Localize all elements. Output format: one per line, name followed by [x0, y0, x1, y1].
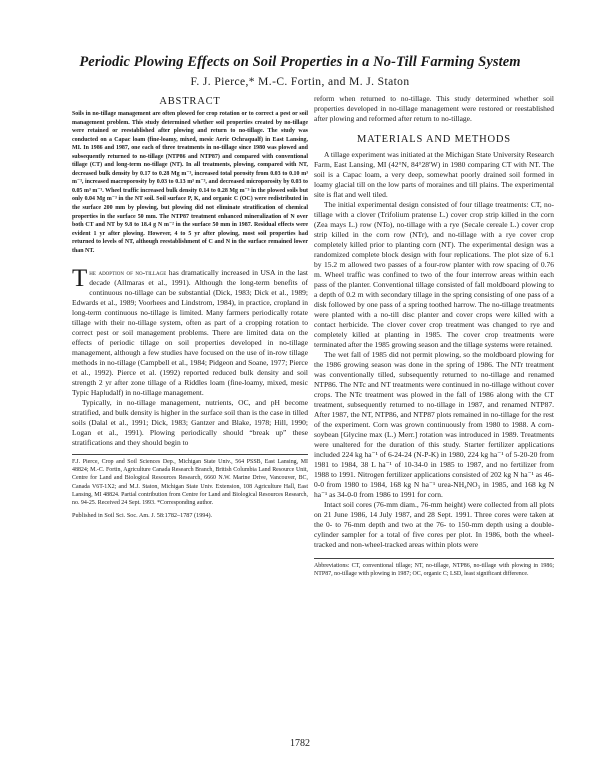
- abbreviations-note: Abbreviations: CT, conventional tillage; NT, no-tillage, NTP86, no-tillage with plowing in 1986; NTP87, no-tillage with plowing in 1987; OC, organic C; LSD, least significant difference.: [314, 563, 554, 578]
- author-line: F. J. Pierce,* M.-C. Fortin, and M. J. Staton: [190, 76, 410, 88]
- intro-p1-text: has dramatically increased in USA in the last decade (Allmaras et al., 1991). Although the long-term benefits of continuous no-tillage can be substantial (Dick, 1983; Dick et al., 1989; Edwards et al., 1989; Voorhees and Lindstrom, 1984), in practice, cropland in long-term continuous no-tillage is limited. Many farmers periodically rotate tillage with their no-tillage system, often as part of a cropping rotation to correct pest or soil management problems. There are limited data on the effects of periodic tillage on soil properties developed in no-tillage management, although a few studies have focused on the use of in-row tillage methods in no-tillage (Campbell et al., 1984; Pidgeon and Soane, 1977; Pierce et al., 1992). Pierce et al. (1992) reported reduced bulk density and soil strength 2 yr after zone tillage of a Riddles loam (fine-loamy, mixed, mesic Typic Hapludalf) in no-tillage management.: [72, 268, 308, 398]
- abstract-text: Soils in no-tillage management are often plowed for crop rotation or to correct a pest or soil management problem. This study determined whether soil properties created by no-tillage were retained or reestablished after plowing and return to no-tillage. The study was conducted on a Capac loam (fine-loamy, mixed, mesic Aeric Ochraqualf) in East Lansing, MI. In 1986 and 1987, one each of three treatments in no-tillage since 1980 was plowed and subsequently returned to no-tillage (NTP86 and NTP87) and compared with conventional tillage (CT) and long-term no-tillage (NT). In all treatments, plowing, compared with NT, decreased bulk density by 0.17 to 0.28 Mg m⁻³, increased total porosity from 0.03 to 0.10 m³ m⁻³, increased macroporosity by 0.03 to 0.13 m³ m⁻³, and decreased microporosity by 0.03 to 0.05 m³ m⁻³. Wheel traffic increased bulk density 0.14 to 0.28 Mg m⁻³ in the plowed soils but only 0.04 Mg m⁻³ in the NT soil. Soil surface P, K, and organic C (OC) were redistributed in the surface 200 mm by plowing, but plowing did not eliminate stratification of chemical properties in the surface 50 mm. The NTP87 treatment enhanced mineralization of N over both CT and NT by 9.8 to 18.4 g N m⁻² in the surface 50 mm in 1987. Residual effects were evident 1 yr after plowing. However, 4 to 5 yr after plowing, most soil properties had returned to levels of NT, although reestablishment of C and N in the surface remained lower than NT.: [72, 111, 308, 254]
- publication-note: Published in Soil Sci. Soc. Am. J. 58:1782–1787 (1994).: [72, 511, 213, 519]
- intro-lead: he adoption of no-tillage: [89, 268, 167, 278]
- methods-heading: MATERIALS AND METHODS: [357, 134, 511, 145]
- methods-paragraph-3: The wet fall of 1985 did not permit plowing, so the moldboard plowing for the 1986 growing season was done in the spring of 1986. The NTr treatment was conventionally tilled, subsequently returned to no-tillage and renamed NTP86. The NTc and NT treatments were continued in no-tillage without cover crops. The NTc treatment was plowed in the fall of 1986 along with the CT treatment, subsequently returned to no-tillage in 1987, and renamed NTP87. After 1987, the NT, NTP86, and NTP87 plots remained in no-tillage for the rest of the experiment. Corn was grown continuously from 1980 to 1988. A corn-soybean [Glycine max (L.) Merr.] rotation was introduced in 1989. Treatments were unaltered for the duration of this study. Starter fertilizer applications included 224 kg ha⁻¹ of 6-24-24 (N-P-K) in 1980, 224 kg ha⁻¹ of 5-20-20 from 1981 to 1984, 38 L ha⁻¹ of 10-34-0 in 1985 to 1987, and no fertilizer from 1988 to 1991. Nitrogen fertilizer applications consisted of 202 kg N ha⁻¹ as 46-0-0 from 1980 to 1984, 168 kg N ha⁻¹ urea-NH₄NO₃ in 1985, and 168 kg N ha⁻¹ as 34-0-0 from 1986 to 1991 for corn.: [314, 350, 554, 499]
- page-number: 1782: [290, 738, 310, 749]
- methods-paragraph-2: The initial experimental design consisted of four tillage treatments: CT, no-tillage with a clover (Trifolium pratense L.) cover crop strip killed in the corn (Zea mays L.) row (NTo), no-tillage with a rye (Secale cereale L.) cover crop strip killed in the corn row (NTr), and no-tillage with a rye cover crop completely killed prior to planting corn (NT). The experimental design was a randomized complete block design with four replications. The plot size of 6.1 by 15.2 m allowed two passes of a four-row planter with row spacing of 0.76 m. Wheel traffic was confined to two of the four interrow areas within each pass of the planter. Conventional tillage consisted of fall moldboard plowing to a depth of 0.2 m with secondary tillage in the spring consisting of one pass of a disk followed by one pass of a spring toothed harrow. The no-tillage treatments were planted with a no-till disc planter and cover crops were killed with a contact herbicide. The clover cover crop treatment was changed to rye and completely killed at planting in 1985. The cover crop treatments were terminated after the 1985 growing season and the tillage systems were retained.: [314, 200, 554, 349]
- author-footnote: F.J. Pierce, Crop and Soil Sciences Dep., Michigan State Univ., 564 PSSB, East Lansing, MI 48824; M.-C. Fortin, Agriculture Canada Research Branch, British Columbia Land Resource Unit, Centre for Land and Biological Resources Research, 6660 N.W. Marine Drive, Vancouver, BC, Canada V6T-1X2; and M.J. Staton, Michigan State Univ. Extension, 108 Agriculture Hall, East Lansing, MI 48824. Partial contribution from Centre for Land and Biological Resources Research, no. 94-25. Received 24 Sept. 1993. *Corresponding author.: [72, 459, 308, 506]
- methods-paragraph-4: Intact soil cores (76-mm diam., 76-mm height) were collected from all plots on 21 June 1986, 14 July 1987, and 28 Sept. 1991. Three cores were taken at the 0- to 76-mm depth and two at the 76- to 150-mm depth using a double-cylinder sampler for a total of five cores per plot. In 1986, both the wheel-tracked and non-wheel-tracked areas within plots were: [314, 500, 554, 549]
- intro-paragraph-1: [72, 265, 308, 398]
- abstract-heading: ABSTRACT: [159, 96, 221, 107]
- intro-continuation: reform when returned to no-tillage. This study determined whether soil properties developed in no-tillage management were restored or reestablished after plowing and reformed after return to no-tillage.: [314, 94, 554, 123]
- left-column: [72, 96, 308, 520]
- right-column: [314, 94, 554, 578]
- methods-paragraph-1: A tillage experiment was initiated at the Michigan State University Research Farm, East Lansing, MI (42°N, 84°28′W) in 1980 comparing CT with NT. The soil is a Capac loam, a very deep, somewhat poorly drained soil formed in loamy glacial till on the low parts of moraines and till plains. The experimental site is flat and well tiled.: [314, 150, 554, 199]
- paper-title: Periodic Plowing Effects on Soil Properties in a No-Till Farming System: [79, 54, 521, 70]
- intro-paragraph-2: Typically, in no-tillage management, nutrients, OC, and pH become stratified, and bulk density is higher in the surface soil than is the case in tilled soils (Dalal et al., 1991; Dick, 1983; Gantzer and Blake, 1978; Hill, 1990; Logan et al., 1991). Plowing periodically should “break up” these stratifications and they should begin to: [72, 398, 308, 448]
- drop-cap: T: [72, 265, 88, 293]
